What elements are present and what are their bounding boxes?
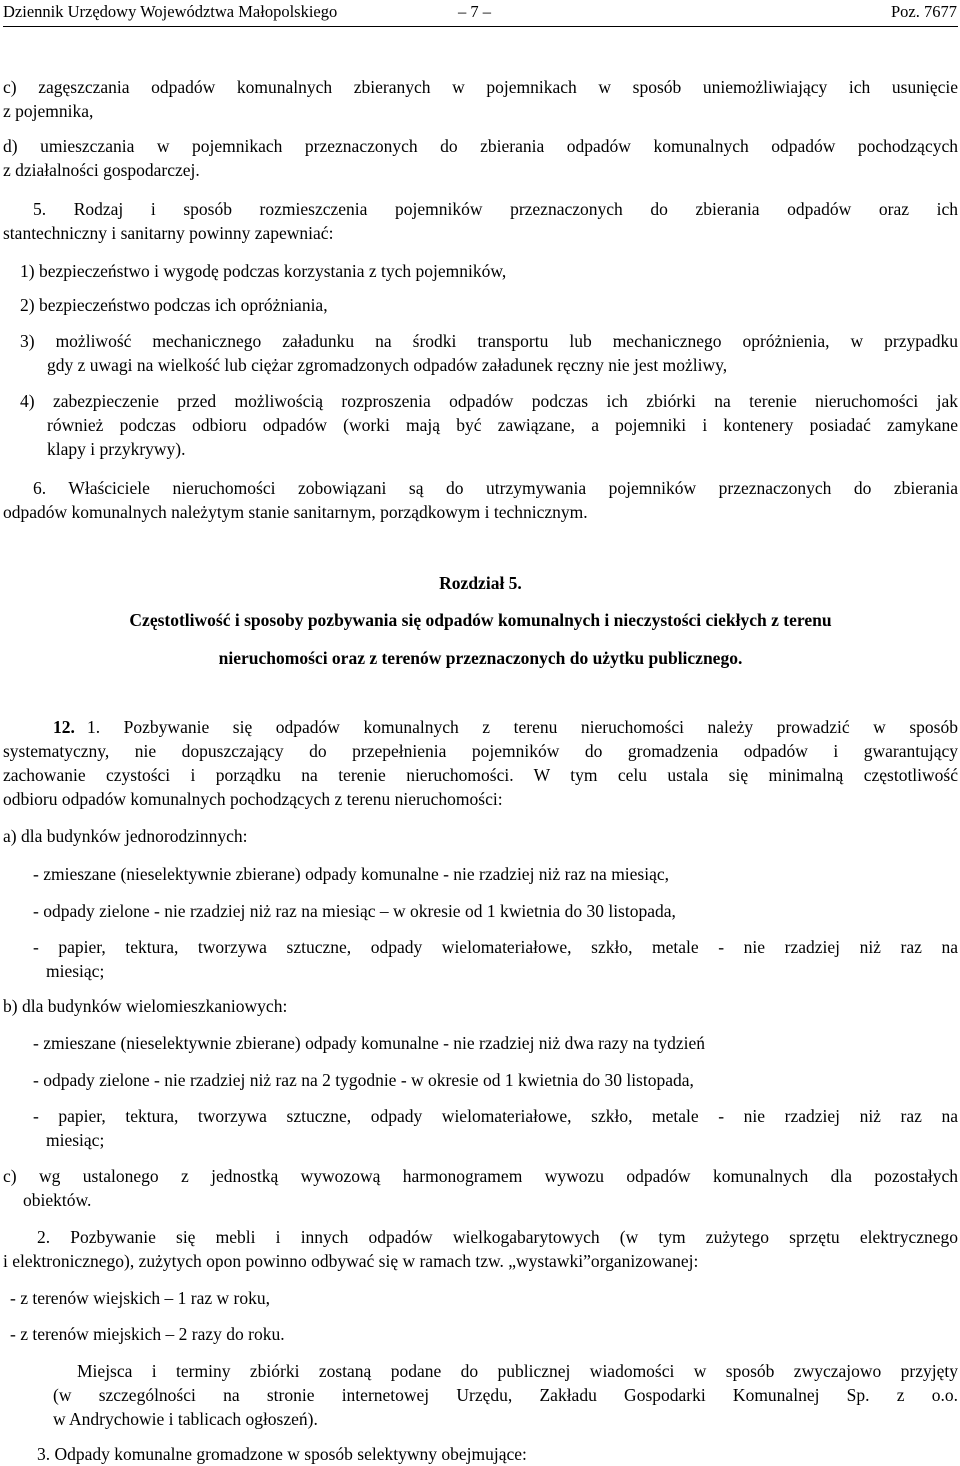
text-line: 6. Właściciele nieruchomości zobowiązani są do utrzymywania pojemników przeznaczonych do zbierania	[33, 478, 958, 498]
text-line: również podczas odbioru odpadów (worki mają być zawiązane, a pojemniki i kontenery posiadać zamykane	[47, 415, 958, 435]
list-item: - zmieszane (nieselektywnie zbierane) odpady komunalne - nie rzadziej niż dwa razy na tydzień	[33, 1033, 705, 1053]
text-line: miesiąc;	[46, 1130, 105, 1150]
text-line: 2. Pozbywanie się mebli i innych odpadów wielkogabarytowych (w tym zużytego sprzętu elektrycznego	[37, 1227, 958, 1247]
list-item: - z terenów miejskich – 2 razy do roku.	[10, 1324, 285, 1344]
list-item: - odpady zielone - nie rzadziej niż raz na 2 tygodnie - w okresie od 1 kwietnia do 30 listopada,	[33, 1070, 694, 1090]
page-header	[0, 0, 960, 24]
list-item: 4) zabezpieczenie przed możliwością rozproszenia odpadów podczas ich zbiórki na terenie nieruchomości jak	[20, 391, 958, 411]
chapter-number: Rozdział 5.	[439, 573, 522, 593]
text-line: odpadów komunalnych należytym stanie sanitarnym, porządkowym i technicznym.	[3, 502, 588, 522]
list-item: a) dla budynków jednorodzinnych:	[3, 826, 248, 846]
text-line: 5. Rodzaj i sposób rozmieszczenia pojemników przeznaczonych do zbierania odpadów oraz ich	[33, 199, 958, 219]
chapter-title: Częstotliwość i sposoby pozbywania się odpadów komunalnych i nieczystości ciekłych z terenu	[129, 610, 832, 630]
list-item: - papier, tektura, tworzywa sztuczne, odpady wielomateriałowe, szkło, metale - nie rzadziej niż raz na	[33, 1106, 958, 1126]
list-item: - papier, tektura, tworzywa sztuczne, odpady wielomateriałowe, szkło, metale - nie rzadziej niż raz na	[33, 937, 958, 957]
list-item: - z terenów wiejskich – 1 raz w roku,	[10, 1288, 270, 1308]
text-line: miesiąc;	[46, 961, 105, 981]
text-line: stantechniczny i sanitarny powinny zapewniać:	[3, 223, 334, 243]
list-item: - zmieszane (nieselektywnie zbierane) odpady komunalne - nie rzadziej niż raz na miesiąc,	[33, 864, 670, 884]
text-line: c) zagęszczania odpadów komunalnych zbieranych w pojemnikach w sposób uniemożliwiający ich usunięcie	[3, 77, 958, 97]
text-line: zachowanie czystości i porządku na terenie nieruchomości. W tym celu ustala się minimalną częstotliwość	[3, 765, 958, 785]
text-line: w Andrychowie i tablicach ogłoszeń).	[53, 1409, 318, 1429]
chapter-title: nieruchomości oraz z terenów przeznaczonych do użytku publicznego.	[218, 648, 743, 668]
list-item: b) dla budynków wielomieszkaniowych:	[3, 996, 288, 1016]
text-line: systematyczny, nie dopuszczający do przepełnienia pojemników do gromadzenia odpadów i gwarantujący	[3, 741, 958, 761]
list-item: 2) bezpieczeństwo podczas ich opróżniania,	[20, 295, 328, 315]
text-line: d) umieszczania w pojemnikach przeznaczonych do zbierania odpadów komunalnych odpadów pochodzących	[3, 136, 958, 156]
list-item: 1) bezpieczeństwo i wygodę podczas korzystania z tych pojemników,	[20, 261, 507, 281]
text-line: i elektronicznego), zużytych opon powinno odbywać się w ramach tzw. „wystawki”organizowanej:	[3, 1251, 699, 1271]
text-line: 3. Odpady komunalne gromadzone w sposób selektywny obejmujące:	[37, 1444, 527, 1464]
list-item: c) wg ustalonego z jednostką wywozową harmonogramem wywozu odpadów komunalnych dla pozostałych	[3, 1166, 958, 1186]
text-line: 1. Pozbywanie się odpadów komunalnych z terenu nieruchomości należy prowadzić w sposób	[87, 717, 958, 737]
text-line: z pojemnika,	[3, 101, 94, 121]
header-divider	[3, 26, 958, 27]
text-line: obiektów.	[23, 1190, 92, 1210]
text-line: gdy z uwagi na wielkość lub ciężar zgromadzonych odpadów załadunek ręczny nie jest możliwy,	[47, 355, 728, 375]
text-line: odbioru odpadów komunalnych pochodzących z terenu nieruchomości:	[3, 789, 503, 809]
page-number: – 7 –	[458, 2, 491, 21]
text-line: z działalności gospodarczej.	[3, 160, 200, 180]
journal-title: Dziennik Urzędowy Województwa Małopolskiego	[3, 2, 338, 21]
list-item: 3) możliwość mechanicznego załadunku na środki transportu lub mechanicznego opróżnienia, w przypadku	[20, 331, 958, 351]
text-line: Miejsca i terminy zbiórki zostaną podane do publicznej wiadomości w sposób zwyczajowo przyjęty	[77, 1361, 958, 1381]
list-item: - odpady zielone - nie rzadziej niż raz na miesiąc – w okresie od 1 kwietnia do 30 listopada,	[33, 901, 676, 921]
position-number: Poz. 7677	[891, 2, 957, 21]
text-line: (w szczególności na stronie internetowej Urzędu, Zakładu Gospodarki Komunalnej Sp. z o.o.	[53, 1385, 958, 1405]
text-line: klapy i przykrywy).	[47, 439, 186, 459]
section-number: 12.	[53, 717, 75, 737]
